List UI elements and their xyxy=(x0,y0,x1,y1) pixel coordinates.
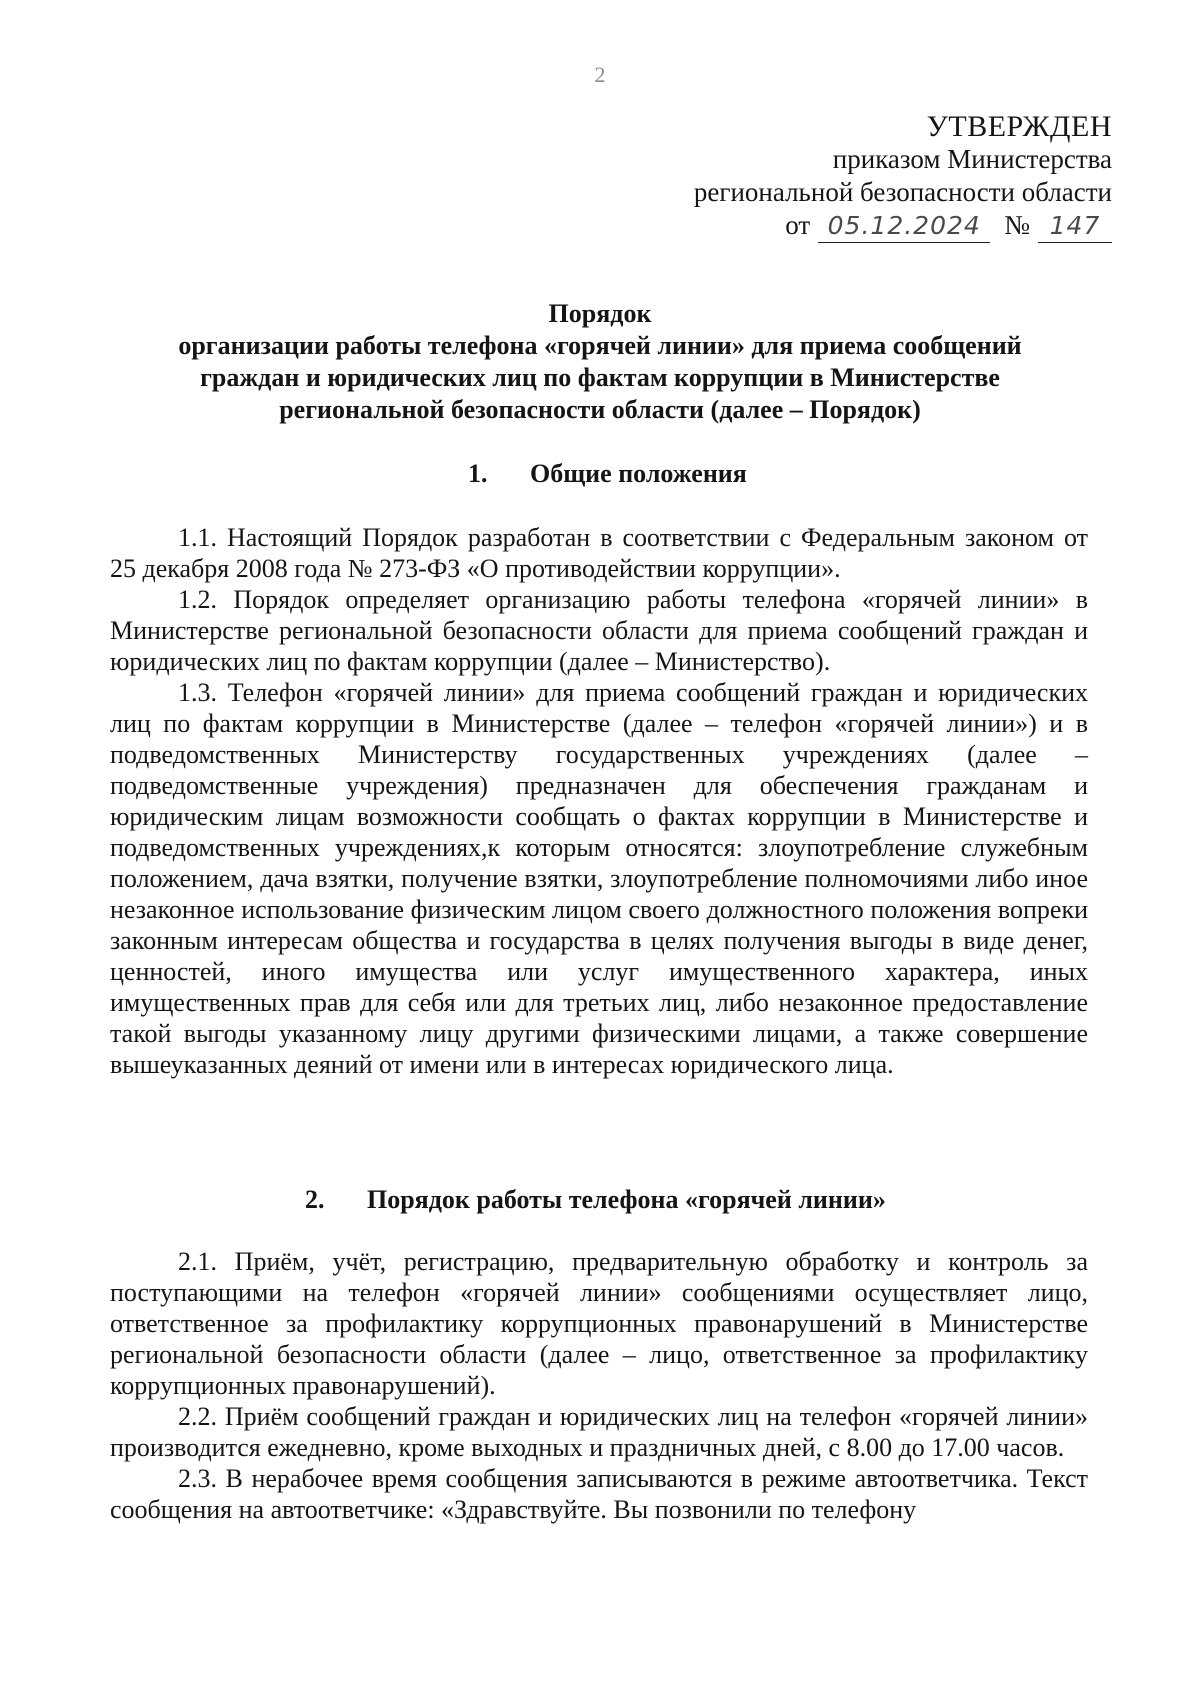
section-1-heading xyxy=(468,458,747,490)
section-1-number: 1. xyxy=(468,459,488,488)
approval-date-line xyxy=(694,209,1112,243)
title-line-3: граждан и юридических лиц по фактам коррупции в Министерстве xyxy=(200,363,1000,392)
section-1-title: Общие положения xyxy=(530,459,747,488)
paragraph-1-1: 1.1. Настоящий Порядок разработан в соответствии с Федеральным законом от 25 декабря 2008 года № 273-ФЗ «О противодействии коррупции». xyxy=(110,523,1088,583)
approval-stamp-block xyxy=(694,110,1112,243)
approval-line-ministry: региональной безопасности области xyxy=(693,177,1112,207)
page-number: 2 xyxy=(594,62,606,87)
paragraph-2-1: 2.1. Приём, учёт, регистрацию, предварительную обработку и контроль за поступающими на телефон «горячей линии» сообщениями осуществляет лицо, ответственное за профилактику коррупционных правонарушений в Министерстве региональной безопасности области (далее – лицо, ответственное за профилактику коррупционных правонарушений). xyxy=(110,1247,1088,1400)
paragraph-2-2: 2.2. Приём сообщений граждан и юридических лиц на телефон «горячей линии» производится ежедневно, кроме выходных и праздничных дней, с 8.00 до 17.00 часов. xyxy=(110,1402,1088,1462)
section-2-heading xyxy=(305,1184,886,1216)
approval-heading: УТВЕРЖДЕН xyxy=(926,110,1112,143)
title-line-4: региональной безопасности области (далее – Порядок) xyxy=(279,395,921,424)
document-title xyxy=(110,298,1090,426)
section-2-title: Порядок работы телефона «горячей линии» xyxy=(367,1185,886,1214)
approval-line-order: приказом Министерства xyxy=(832,144,1112,174)
paragraph-2-3: 2.3. В нерабочее время сообщения записываются в режиме автоответчика. Текст сообщения на автоответчике: «Здравствуйте. Вы позвонили по телефону xyxy=(110,1464,1088,1524)
title-line-1: Порядок xyxy=(548,299,652,328)
paragraph-1-3: 1.3. Телефон «горячей линии» для приема сообщений граждан и юридических лиц по фактам коррупции в Министерстве (далее – телефон «горячей линии») и в подведомственных Министерству государственных учреждениях (далее – подведомственные учреждения) предназначен для обеспечения гражданам и юридическим лицам возможности сообщать о фактах коррупции в Министерстве и подведомственных учреждениях,к которым относятся: злоупотребление служебным положением, дача взятки, получение взятки, злоупотребление полномочиями либо иное незаконное использование физическим лицом своего должностного положения вопреки законным интересам общества и государства в целях получения выгоды в виде денег, ценностей, иного имущества или услуг имущественного характера, иных имущественных прав для себя или для третьих лиц, либо незаконное предоставление такой выгоды указанному лицу другими физическими лицами, а также совершение вышеуказанных деяний от имени или в интересах юридического лица. xyxy=(110,678,1088,1079)
section-2-body xyxy=(110,1246,1088,1525)
date-prefix: от xyxy=(785,210,811,240)
section-2-number: 2. xyxy=(305,1185,325,1214)
title-line-2: организации работы телефона «горячей линии» для приема сообщений xyxy=(178,331,1022,360)
section-1-body xyxy=(110,522,1088,1080)
paragraph-1-2: 1.2. Порядок определяет организацию работы телефона «горячей линии» в Министерстве региональной безопасности области для приема сообщений граждан и юридических лиц по фактам коррупции (далее – Министерство). xyxy=(110,585,1088,676)
number-prefix: № xyxy=(1004,210,1030,240)
handwritten-date: 05.12.2024 xyxy=(818,209,990,243)
handwritten-order-number: 147 xyxy=(1038,209,1112,243)
